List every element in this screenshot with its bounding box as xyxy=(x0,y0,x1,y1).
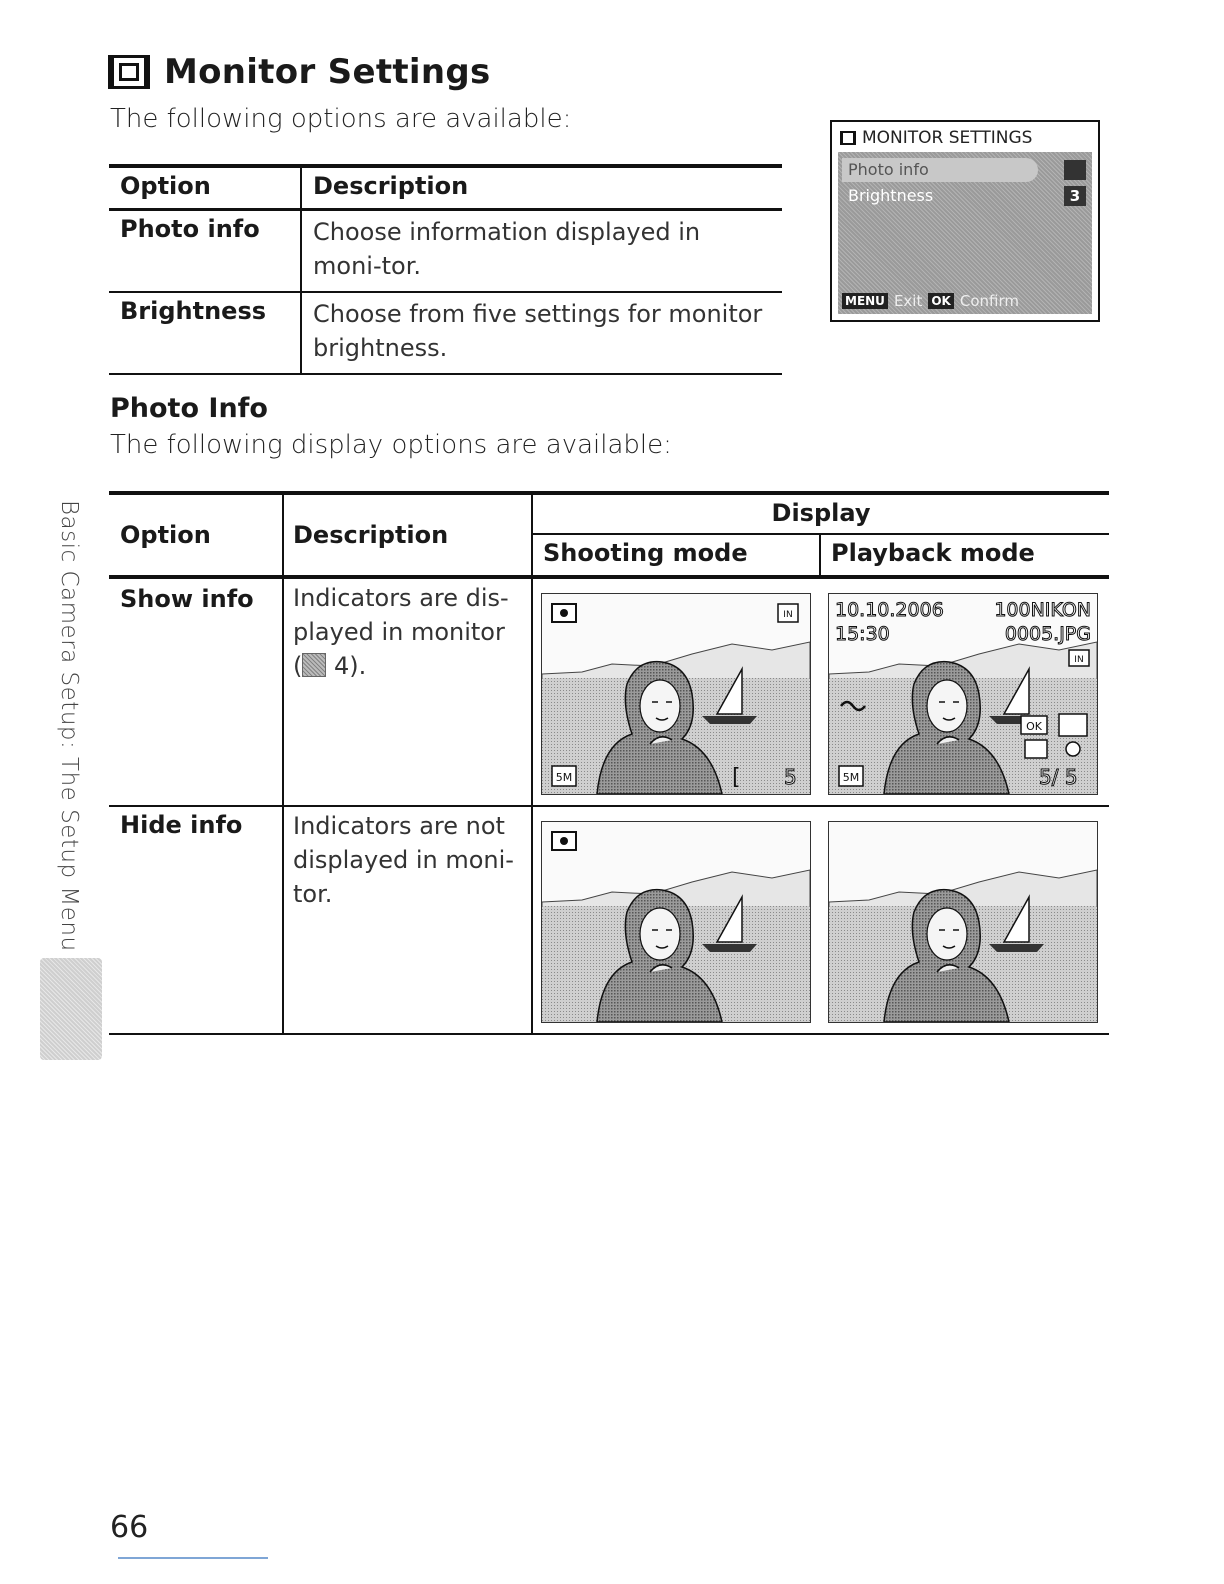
photo-info-heading: Photo Info xyxy=(110,393,268,424)
col-display-header: Display xyxy=(532,493,1109,534)
camera-menu-body xyxy=(838,152,1092,314)
monitor-settings-icon xyxy=(840,131,856,145)
ok-button-icon: OK xyxy=(928,293,954,309)
playback-show-info-image xyxy=(828,593,1098,795)
playback-hide-info-cell xyxy=(820,806,1109,1034)
confirm-label: Confirm xyxy=(959,292,1019,310)
shooting-hide-info-image xyxy=(541,821,811,1023)
col-shooting-mode-header: Shooting mode xyxy=(532,534,820,577)
voice-memo-icon xyxy=(1025,740,1047,758)
camera-menu-footer xyxy=(842,292,1019,310)
camera-menu-item-label: Brightness xyxy=(848,186,934,205)
col-description-header: Description xyxy=(313,172,469,200)
setup-icon xyxy=(302,653,326,677)
frame-counter: 5/ 5 xyxy=(1039,765,1078,789)
table-row xyxy=(109,806,1109,1034)
camera-menu-title: MONITOR SETTINGS xyxy=(862,128,1033,148)
side-section-label: Basic Camera Setup: The Setup Menu xyxy=(56,500,82,952)
display-options-table xyxy=(109,491,1109,1035)
image-mode-label: 5M xyxy=(555,771,573,784)
photo-info-intro: The following display options are available: xyxy=(110,430,672,460)
option-name: Brightness xyxy=(109,292,301,374)
playback-file: 0005.JPG xyxy=(1004,623,1091,645)
camera-menu-value: 3 xyxy=(1064,186,1086,206)
col-description-header: Description xyxy=(283,493,532,577)
exit-label: Exit xyxy=(893,292,923,310)
image-mode-label: 5M xyxy=(842,771,860,784)
internal-memory-label: IN xyxy=(1074,655,1084,665)
intro-text: The following options are available: xyxy=(110,104,572,134)
table-row xyxy=(109,210,782,293)
shooting-show-info-cell xyxy=(532,577,820,806)
description-text: Indicators are dis-played in monitor ( xyxy=(293,584,509,680)
col-option-header: Option xyxy=(109,166,301,210)
side-section-tab xyxy=(40,958,102,1060)
description-text: 4). xyxy=(326,652,367,680)
footer-rule xyxy=(118,1557,268,1559)
col-option-header: Option xyxy=(109,493,283,577)
playback-time: 15:30 xyxy=(835,623,890,645)
playback-date: 10.10.2006 xyxy=(835,599,944,621)
page-number: 66 xyxy=(110,1510,149,1545)
col-playback-mode-header: Playback mode xyxy=(831,539,1035,567)
options-table xyxy=(109,164,782,375)
option-description xyxy=(283,577,532,806)
shooting-show-info-image xyxy=(541,593,811,795)
ok-icon-label: OK xyxy=(1026,720,1042,733)
camera-menu-screen xyxy=(830,120,1100,322)
option-name: Hide info xyxy=(109,806,283,1034)
monitor-settings-icon xyxy=(108,55,150,89)
bracket-left: [ xyxy=(732,765,741,790)
playback-hide-info-image xyxy=(828,821,1098,1023)
playback-show-info-cell xyxy=(820,577,1109,806)
microphone-icon xyxy=(1066,742,1080,756)
remaining-frames: 5 xyxy=(784,765,797,789)
option-name: Photo info xyxy=(109,210,301,293)
d-lighting-icon xyxy=(1059,714,1087,736)
internal-memory-label: IN xyxy=(783,610,793,620)
shooting-hide-info-cell xyxy=(532,806,820,1034)
page-title xyxy=(108,52,491,92)
table-row xyxy=(109,292,782,374)
camera-menu-value-indicator xyxy=(1064,160,1086,180)
camera-menu-header xyxy=(840,128,1032,148)
option-name: Show info xyxy=(109,577,283,806)
table-row xyxy=(109,577,1109,806)
camera-menu-item-label: Photo info xyxy=(848,160,929,179)
option-description: Choose from five settings for monitor brightness. xyxy=(313,300,763,362)
camera-menu-item-photo-info xyxy=(842,158,1038,182)
menu-button-icon: MENU xyxy=(842,293,888,309)
camera-menu-item-brightness xyxy=(842,184,933,208)
page-title-text: Monitor Settings xyxy=(164,52,491,92)
option-description: Choose information displayed in moni-tor. xyxy=(313,218,701,280)
playback-folder: 100NIKON xyxy=(994,599,1091,621)
option-description: Indicators are not displayed in moni-tor. xyxy=(283,806,532,1034)
